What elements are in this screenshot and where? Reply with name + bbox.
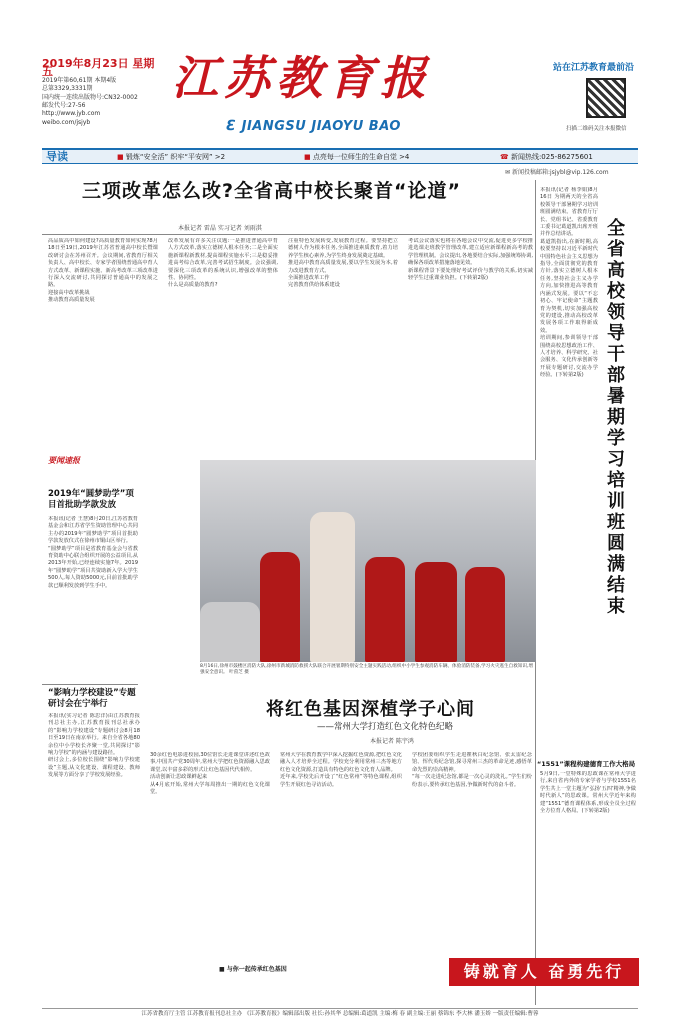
issue-info: [42, 57, 162, 127]
masthead: [0, 0, 679, 134]
newspaper-logo-pinyin: [226, 118, 401, 134]
sidebar-byline: 本报讯(记者 杨李娟)8月16日: [540, 187, 598, 201]
news3-body: 本报讯(实习记者 陈思洋)由江苏教育报刊总社主办,江苏教育报刊总社承办的“影响力学校建设”专题研讨会8月18日至19日在南京举行。来自全省各地80余位中小学校长齐聚一堂,共同探讨“影响力学校”的内涵与建设路径。 研讨会上,多位校长围绕“影响力学校建设”主题,从文化建设、课程建设、教师发展等方面分享了学校发展经验。: [48, 713, 140, 779]
box-headline: ■ 与你一起传承红色基因: [219, 966, 287, 973]
feature-byline: 本报记者 陈宇鸿: [370, 738, 414, 745]
news-flash-badge: 要闻速报: [48, 456, 80, 465]
guide-bar: [42, 148, 638, 164]
issue-date: 2019年8月23日 星期五: [42, 57, 155, 79]
feature-column-2: 常州大学在教育教学中深入挖掘红色资源,把红色文化融入人才培养全过程。学校充分利用常州三杰等地方红色文化资源,打造具有特色的红色文化育人品牌。 近年来,学校先后开设了“红色常州”等特色课程,组织学生开展红色寻访活动。: [280, 752, 402, 788]
lead-column-1: 高品质高中如何建设?高质量教育如何实现?8月18日至19日,2019年江苏省普通高中校长暨课改研讨会在苏州召开。会议期间,省教育厅相关负责人、高中校长、专家学者围绕普通高中育人方式改革、新课程实施、新高考改革三项改革进行深入交流研讨,共同探讨普通高中的发展之路。 迎接高中改革挑战 推动教育高质量发展: [48, 238, 158, 304]
website-link[interactable]: http://www.jyb.com: [42, 110, 101, 118]
lead-column-3: 注重特色发展转变,发展教育过程。要坚持把立德树人作为根本任务,全面推进素质教育,着力培养学生核心素养,为学生终身发展奠定基础。 推进高中教育高质量发展,要以学生发展为本,着力改进教育方式。 全面推进改革工作 完善教育供给体系建设: [288, 238, 398, 289]
slogan: 站在江苏教育最前沿: [553, 63, 635, 73]
e-logo-icon: ℇ: [226, 118, 242, 134]
feature-subheadline: ——常州大学打造红色文化特色纪略: [317, 722, 454, 732]
square-bullet-icon: ■: [304, 153, 313, 161]
fire-truck-shape: [200, 602, 260, 662]
feature-column-1: 30余红色电影进校园,30位馆长走进课堂讲述红色故事,中国共产党30周年,常州大学把红色资源融入思政课堂,以丰富多彩的形式让红色基因代代相传。 活动创新让思政课鲜起来 从4月底开始,常州大学每周推出一期的红色文化课堂。: [150, 752, 270, 796]
square-bullet-icon: ■: [117, 153, 126, 161]
guide-item-2[interactable]: [304, 150, 409, 164]
sidebar-sub-headline[interactable]: “1551”课程构建德育工作大格局: [537, 760, 636, 768]
page-footer: 江苏省教育厅主管 江苏教育报刊总社主办 《江苏教育报》编辑部出版 社长:孙其华 总编辑:葛道凯 主编:梅 春 副主编:王丽 蔡锦东 李大林 潘玉娇 一版责任编辑:曹蓉: [42, 1008, 638, 1019]
phone-icon: ☎: [500, 153, 511, 161]
qr-code-icon: [586, 78, 626, 118]
hotline-text: 新闻热线:025-86275601: [510, 153, 593, 161]
news2-body: 本报讯(记者 王慧)8月20日,江苏省教育基金会和江苏省学生资助管理中心共同主办的2019年“圆梦助学”项目首批助学款发放仪式在徐州市铜山区举行。 “圆梦助学”项目是省教育基金会与省教育资助中心联合组织开展的公益项目,从2013年开始,已经连续实施7年。2019年“圆梦助学”项目共资助新入学大学生500人,每人资助5000元,目前首批助学款已顺利发放到学生手中。: [48, 516, 138, 589]
newspaper-logo: 江苏教育报: [172, 51, 432, 105]
news2-headline[interactable]: 2019年“圆梦助学”项目首批助学款发放: [48, 489, 134, 510]
child-figure: [260, 552, 300, 662]
lead-column-2: 改革发展有许多关注议题:一是推进普通高中育人方式改革,落实立德树人根本任务;二是全面实施新课程新教材,提高课程实施水平;三是稳妥推进高考综合改革,完善考试招生制度。会议强调,要深化三项改革的系统认识,增强改革的整体性、协同性。 什么是高质量的教育?: [168, 238, 278, 289]
divider: [42, 684, 138, 685]
news3-headline[interactable]: “影响力学校建设”专题研讨会在宁举行: [48, 688, 136, 709]
lead-column-4: 考试会议落实也将在各地会议中交流,促进更多学校推进选课走班教学管理改革,建立适应新课程新高考的教学管理机制。会议提出,各地要结合实际,加强统筹协调,确保各项改革措施落地见效。 新课程背景下要处理好考试评价与教学的关系,切实减轻学生过重课业负担。(下转第2版): [408, 238, 533, 282]
child-figure: [415, 562, 457, 662]
lead-byline: 本报记者 雷晶 实习记者 刘雨淇: [178, 225, 262, 232]
total-issue: 总第3329,3331期: [42, 85, 93, 93]
news-hotline: [500, 150, 593, 164]
news-photo: [200, 460, 536, 662]
slogan-banner: 铸就育人 奋勇先行: [449, 958, 639, 986]
sidebar-sub-body: 5月9日,一堂特殊的思政课在常州大学进行,来自省内外的专家学者与学校1551名学生共上一堂主题为“弘扬‘五四’精神,争做时代新人”的思政课。常州大学近年来构建“1551”德育课程体系,形成全员全过程全方位育人格局。(下转第2版): [540, 771, 636, 815]
photo-caption: 8月16日,徐州市鼓楼区消防大队,徐州市新城消防救援大队联合开展暑期特别安全主题实践活动,组织中小学生参观消防车辆、体验消防装备,学习火灾逃生自救知识,增强安全意识。 叶茵芝 摄: [200, 664, 534, 675]
guide-label: 导读: [46, 150, 68, 163]
lead-headline[interactable]: 三项改革怎么改?全省高中校长聚首“论道”: [82, 180, 461, 202]
child-figure: [365, 557, 405, 662]
guide-item-1[interactable]: [117, 150, 225, 164]
cn-number: 国内统一连续出版物号:CN32-0002: [42, 93, 138, 101]
sidebar-body-text: 为期两天的全省高校领导干部暑期学习培训班圆满结束。省教育厅厅长、党组书记、省委教育工委书记葛道凯出席开班并作总结讲话。 葛道凯指出,在新时期,高校要坚持以习近平新时代中国特色社会主义思想为指导,全面贯彻党的教育方针,落实立德树人根本任务,坚持社会主义办学方向,加快推进高等教育内涵式发展。要以“不忘初心、牢记使命”主题教育为契机,切实加强高校党的建设,推动高校改革发展各项工作取得新成效。 培训期间,参训领导干部围绕高校思想政治工作、人才培养、科学研究、社会服务、文化传承创新等开展专题研讨,交流办学经验。(下转第2版): [540, 194, 598, 379]
qr-caption: 扫描二维码关注本报微信: [566, 126, 627, 132]
guide-item-1-label: 锻炼“安全活” 织牢“平安网” >2: [125, 153, 226, 161]
feature-headline[interactable]: 将红色基因深植学子心间: [266, 699, 475, 720]
teacher-figure: [310, 512, 355, 662]
submit-email[interactable]: [505, 167, 609, 176]
weibo-link[interactable]: weibo.com/jsjyb: [42, 118, 91, 126]
sidebar-headline[interactable]: 全省高校领导干部暑期学习培训班圆满结束: [607, 218, 625, 617]
email-icon: ✉: [505, 169, 512, 176]
sidebar-body: [540, 187, 598, 747]
issue-number: 2019年第60,61期 本期4版: [42, 76, 117, 84]
post-code: 邮发代号:27-56: [42, 102, 86, 110]
logo-pinyin-text: JIANGSU JIAOYU BAO: [241, 119, 401, 134]
child-figure: [465, 567, 505, 662]
guide-item-2-label: 点亮每一位师生的生命自觉 >4: [312, 153, 410, 161]
submit-email-text: 新闻投稿邮箱:jsjybl@vip.126.com: [511, 169, 609, 176]
feature-column-3: 学校团委组织学生走进瞿秋白纪念馆、张太雷纪念馆、恽代英纪念馆,探寻常州三杰的革命足迹,感悟革命先烈的崇高精神。 “每一次走进纪念馆,都是一次心灵的洗礼。”学生们纷纷表示,要传承红色基因,争做新时代的奋斗者。: [412, 752, 532, 788]
divider: [42, 234, 532, 235]
